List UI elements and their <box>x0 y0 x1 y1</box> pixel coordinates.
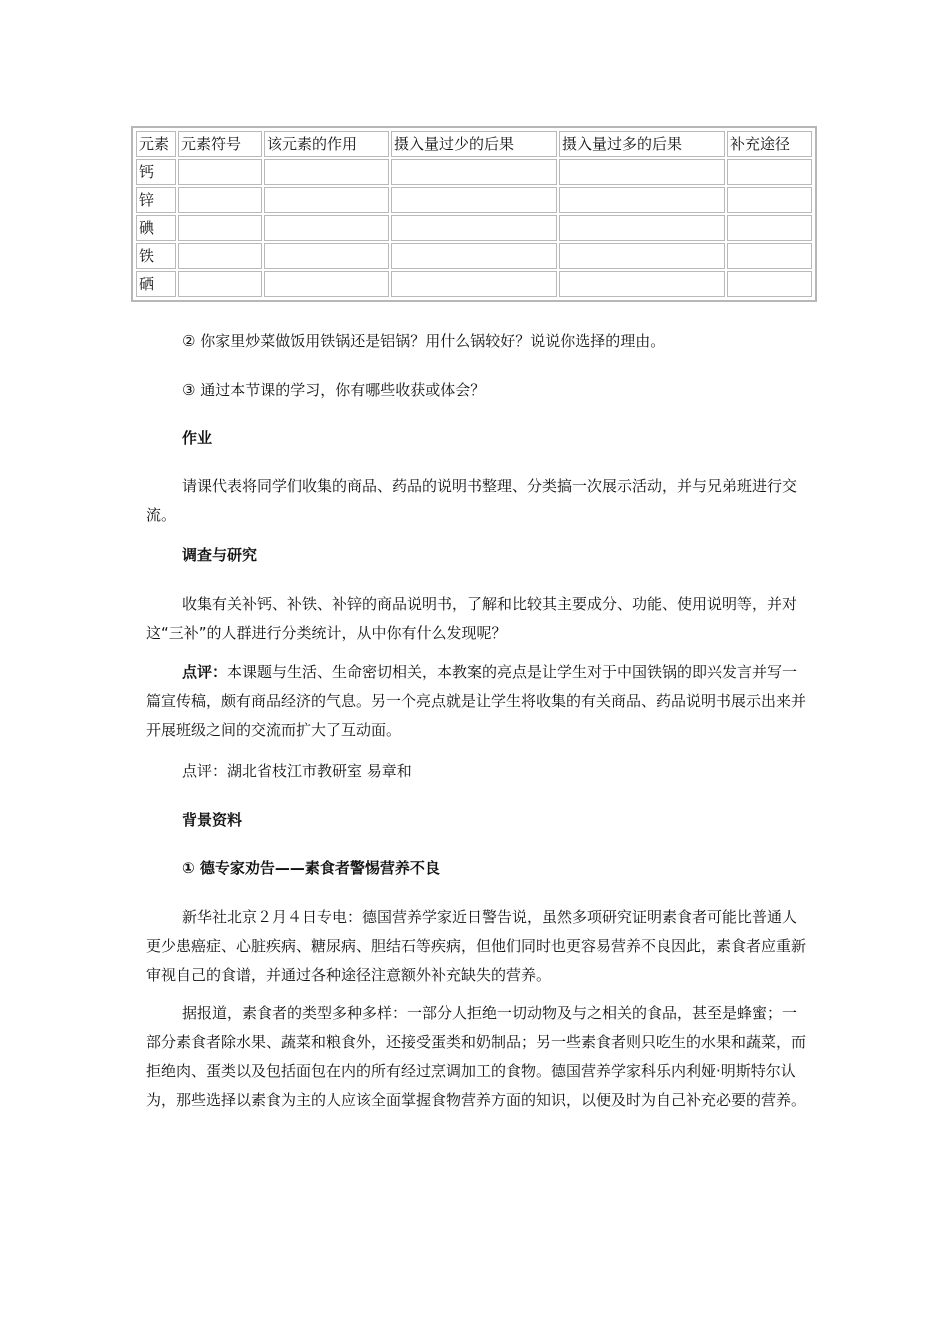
comment-paragraph <box>146 658 806 745</box>
reviewer-line: 点评：湖北省枝江市教研室 易章和 <box>182 762 412 780</box>
comment-label: 点评： <box>182 663 228 681</box>
homework-paragraph: 请课代表将同学们收集的商品、药品的说明书整理、分类搞一次展示活动，并与兄弟班进行交流。 <box>146 477 798 524</box>
row-element: 铁 <box>136 243 176 269</box>
research-paragraph: 收集有关补钙、补铁、补锌的商品说明书，了解和比较其主要成分、功能、使用说明等，并对这“三补”的人群进行分类统计，从中你有什么发现呢？ <box>146 595 798 642</box>
article-paragraph-2: 据报道，素食者的类型多种多样：一部分人拒绝一切动物及与之相关的食品，甚至是蜂蜜；一部分素食者除水果、蔬菜和粮食外，还接受蛋类和奶制品；另一些素食者则只吃生的水果和蔬菜，而拒绝肉、蛋类以及包括面包在内的所有经过烹调加工的食物。德国营养学家科乐内利娅·明斯特尔认为，那些选择以素食为主的人应该全面掌握食物营养方面的知识，以便及时为自己补充必要的营养。 <box>146 1004 807 1109</box>
row-element: 钙 <box>136 159 176 185</box>
table-header-row <box>136 131 812 157</box>
row-element: 锌 <box>136 187 176 213</box>
header-function: 该元素的作用 <box>264 131 389 157</box>
homework-heading: 作业 <box>182 429 213 447</box>
table-row <box>136 271 812 297</box>
row-element: 碘 <box>136 215 176 241</box>
table-row <box>136 243 812 269</box>
header-element: 元素 <box>136 131 176 157</box>
table-row <box>136 159 812 185</box>
question-3: ③ 通过本节课的学习，你有哪些收获或体会？ <box>182 381 486 399</box>
header-symbol: 元素符号 <box>178 131 262 157</box>
background-heading: 背景资料 <box>182 811 243 829</box>
nutrition-table <box>131 126 817 302</box>
header-supplement: 补充途径 <box>727 131 812 157</box>
article-title: ① 德专家劝告——素食者警惕营养不良 <box>182 859 440 877</box>
question-2: ② 你家里炒菜做饭用铁锅还是铝锅？用什么锅较好？说说你选择的理由。 <box>182 332 666 350</box>
article-paragraph-1: 新华社北京２月４日专电：德国营养学家近日警告说，虽然多项研究证明素食者可能比普通人更少患癌症、心脏疾病、糖尿病、胆结石等疾病，但他们同时也更容易营养不良因此，素食者应重新审视自己的食谱，并通过各种途径注意额外补充缺失的营养。 <box>146 908 807 984</box>
table-row <box>136 215 812 241</box>
header-excess: 摄入量过多的后果 <box>559 131 725 157</box>
research-heading: 调查与研究 <box>182 546 258 564</box>
row-element: 硒 <box>136 271 176 297</box>
header-deficiency: 摄入量过少的后果 <box>391 131 557 157</box>
table-row <box>136 187 812 213</box>
comment-text: 本课题与生活、生命密切相关，本教案的亮点是让学生对于中国铁锅的即兴发言并写一篇宣传稿，颇有商品经济的气息。另一个亮点就是让学生将收集的有关商品、药品说明书展示出来并开展班级之间的交流而扩大了互动面。 <box>146 663 807 739</box>
